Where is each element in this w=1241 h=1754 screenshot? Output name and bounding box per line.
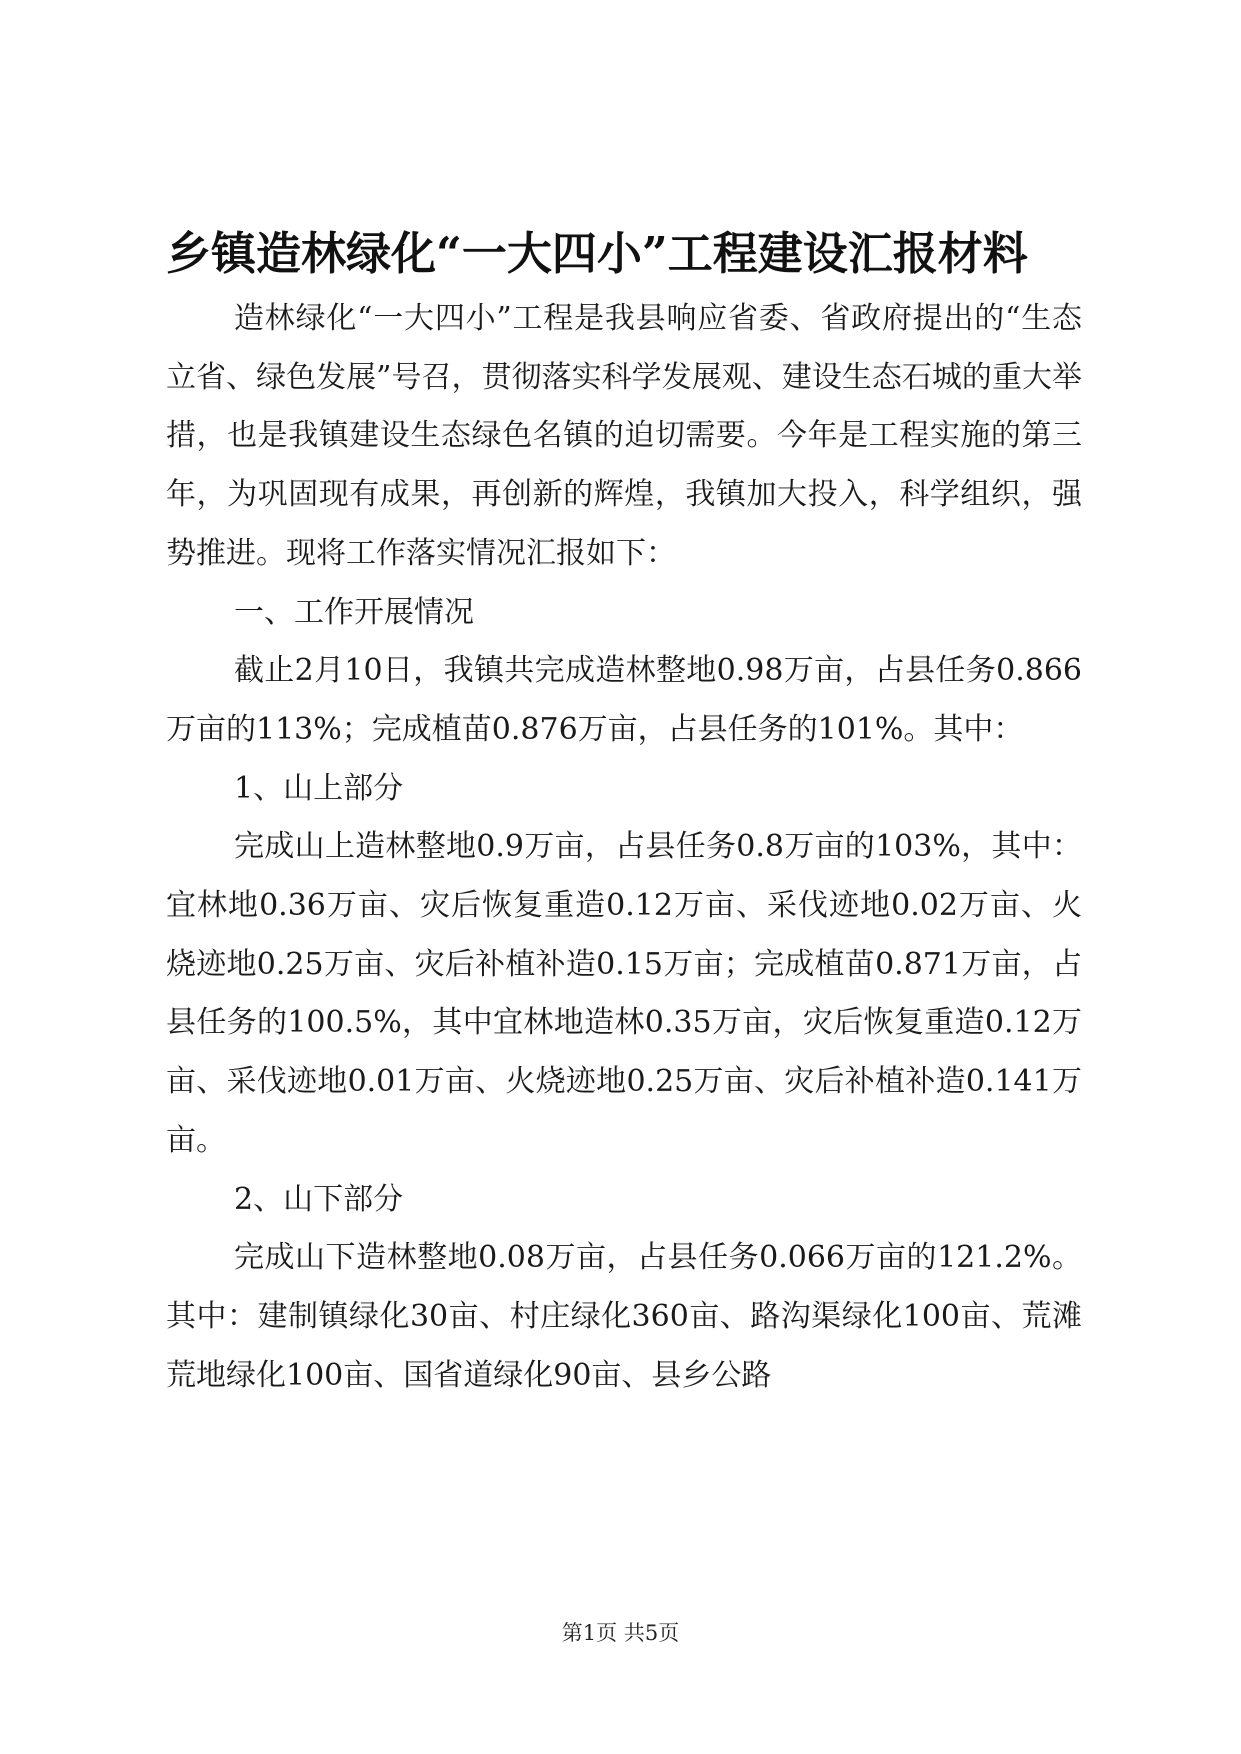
paragraph-summary: 截止2月10日，我镇共完成造林整地0.98万亩，占县任务0.866万亩的113%；完成植苗0.876万亩，占县任务的101%。其中： [166, 653, 1082, 747]
document-body [166, 290, 1082, 1405]
paragraph-mountain: 完成山上造林整地0.9万亩，占县任务0.8万亩的103%，其中：宜林地0.36万亩、灾后恢复重造0.12万亩、采伐迹地0.02万亩、火烧迹地0.25万亩、灾后补植补造0.15万亩；完成植苗0.871万亩，占县任务的100.5%，其中宜林地造林0.35万亩，灾后恢复重造0.12万亩、采伐迹地0.01万亩、火烧迹地0.25万亩、灾后补植补造0.141万亩。 [166, 829, 1082, 1158]
document-title: 乡镇造林绿化“一大四小”工程建设汇报材料 [166, 227, 1028, 280]
subsection-heading: 1、山上部分 [234, 770, 404, 806]
subsection-heading: 2、山下部分 [234, 1181, 404, 1217]
section-heading: 一、工作开展情况 [234, 594, 474, 630]
paragraph-intro: 造林绿化“一大四小”工程是我县响应省委、省政府提出的“生态立省、绿色发展”号召，贯彻落实科学发展观、建设生态石城的重大举措，也是我镇建设生态绿色名镇的迫切需要。今年是工程实施的第三年，为巩固现有成果，再创新的辉煌，我镇加大投入，科学组织，强势推进。现将工作落实情况汇报如下： [166, 301, 1082, 571]
paragraph-lowland: 完成山下造林整地0.08万亩，占县任务0.066万亩的121.2%。其中：建制镇绿化30亩、村庄绿化360亩、路沟渠绿化100亩、荒滩荒地绿化100亩、国省道绿化90亩、县乡公路 [166, 1240, 1082, 1393]
page-number-footer: 第1页 共5页 [561, 1621, 680, 1645]
